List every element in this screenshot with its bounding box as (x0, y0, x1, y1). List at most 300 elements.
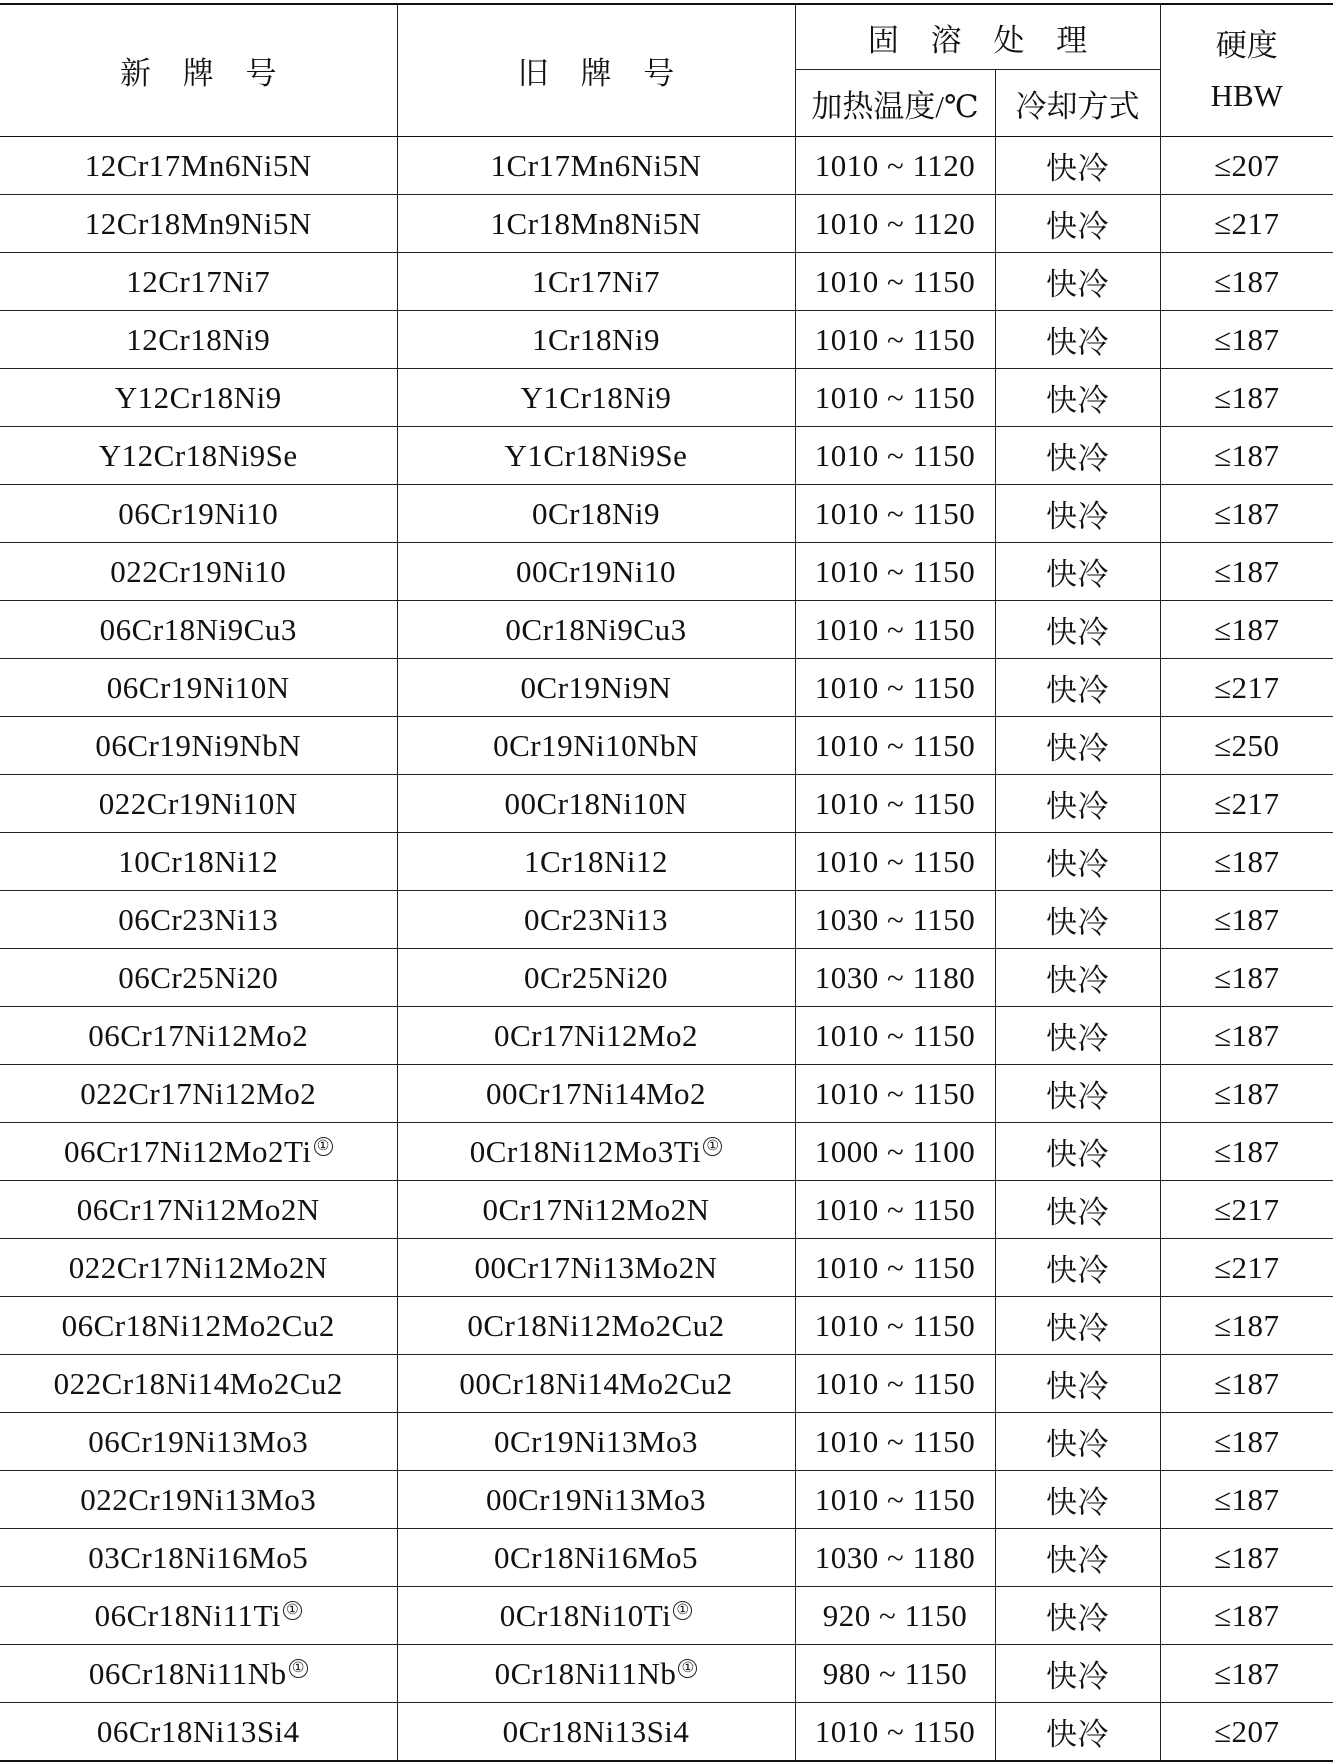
cooling-method-cell (995, 1007, 1160, 1065)
table-row (0, 1645, 1333, 1703)
new-grade-cell-text: Y12Cr18Ni9Se (99, 438, 298, 473)
footnote-marker: ① (289, 1659, 308, 1678)
heating-temp-cell-text: 1010 ~ 1150 (815, 322, 976, 357)
hardness-cell-text: ≤187 (1214, 1366, 1280, 1401)
cooling-method-cell-text: 快冷 (1046, 151, 1109, 186)
hardness-cell (1160, 485, 1333, 543)
heating-temp-cell-text: 1010 ~ 1150 (815, 438, 976, 473)
old-grade-cell (397, 891, 795, 949)
table-row (0, 1413, 1333, 1471)
hardness-cell-text: ≤187 (1214, 612, 1280, 647)
old-grade-cell-text: 0Cr18Ni9Cu3 (505, 612, 686, 647)
old-grade-cell-text: 00Cr18Ni14Mo2Cu2 (459, 1366, 732, 1401)
hardness-cell-text: ≤187 (1214, 322, 1280, 357)
old-grade-cell-text: 00Cr19Ni13Mo3 (486, 1482, 706, 1517)
cooling-method-cell-text: 快冷 (1046, 789, 1109, 824)
hardness-cell (1160, 659, 1333, 717)
cooling-method-cell-text: 快冷 (1046, 1079, 1109, 1114)
new-grade-cell (0, 601, 397, 659)
heating-temp-cell-text: 1030 ~ 1150 (815, 902, 976, 937)
cooling-method-cell-text: 快冷 (1046, 441, 1109, 476)
heating-temp-cell (795, 1239, 995, 1297)
cooling-method-cell-text: 快冷 (1046, 905, 1109, 940)
old-grade-cell (397, 1645, 795, 1703)
cooling-method-cell-text: 快冷 (1046, 383, 1109, 418)
hardness-cell-text: ≤187 (1214, 264, 1280, 299)
cooling-method-cell-text: 快冷 (1046, 847, 1109, 882)
heating-temp-cell-text: 1010 ~ 1150 (815, 264, 976, 299)
new-grade-cell (0, 1181, 397, 1239)
table-row (0, 717, 1333, 775)
heating-temp-cell-text: 1010 ~ 1120 (815, 206, 976, 241)
heating-temp-cell (795, 1123, 995, 1181)
old-grade-cell-text: 00Cr17Ni13Mo2N (475, 1250, 718, 1285)
heating-temp-cell (795, 1471, 995, 1529)
cooling-method-cell (995, 1065, 1160, 1123)
old-grade-cell (397, 543, 795, 601)
heating-temp-cell-text: 1010 ~ 1150 (815, 1424, 976, 1459)
cooling-method-cell (995, 1529, 1160, 1587)
heating-temp-cell (795, 253, 995, 311)
cooling-method-cell (995, 833, 1160, 891)
table-row (0, 1297, 1333, 1355)
new-grade-cell-text: 12Cr17Ni7 (126, 264, 270, 299)
old-grade-cell (397, 1587, 795, 1645)
hardness-cell (1160, 1297, 1333, 1355)
new-grade-cell (0, 1413, 397, 1471)
old-grade-cell (397, 137, 795, 195)
heating-temp-cell-text: 1010 ~ 1150 (815, 728, 976, 763)
hardness-cell (1160, 1645, 1333, 1703)
hardness-cell (1160, 1123, 1333, 1181)
cooling-method-cell (995, 949, 1160, 1007)
old-grade-cell-text: 00Cr17Ni14Mo2 (486, 1076, 706, 1111)
old-grade-cell (397, 1529, 795, 1587)
new-grade-cell (0, 1007, 397, 1065)
header-new-grade: 新 牌 号 (0, 4, 397, 137)
old-grade-cell (397, 1181, 795, 1239)
hardness-cell-text: ≤207 (1214, 1714, 1280, 1749)
new-grade-cell (0, 891, 397, 949)
old-grade-cell (397, 1471, 795, 1529)
hardness-cell (1160, 775, 1333, 833)
heating-temp-cell (795, 427, 995, 485)
old-grade-cell (397, 659, 795, 717)
new-grade-cell-text: 06Cr17Ni12Mo2 (88, 1018, 308, 1053)
table-row (0, 137, 1333, 195)
cooling-method-cell-text: 快冷 (1046, 673, 1109, 708)
old-grade-cell-text: 0Cr18Ni13Si4 (503, 1714, 690, 1749)
old-grade-cell-text: 00Cr19Ni10 (516, 554, 676, 589)
old-grade-cell (397, 1297, 795, 1355)
heating-temp-cell (795, 543, 995, 601)
old-grade-cell (397, 601, 795, 659)
heating-temp-cell (795, 1529, 995, 1587)
table-row (0, 1123, 1333, 1181)
heating-temp-cell (795, 1181, 995, 1239)
header-heating-temp: 加热温度/℃ (795, 70, 995, 137)
heating-temp-cell (795, 717, 995, 775)
new-grade-cell (0, 543, 397, 601)
cooling-method-cell-text: 快冷 (1046, 325, 1109, 360)
heating-temp-cell-text: 1030 ~ 1180 (815, 960, 976, 995)
old-grade-cell-text: 0Cr18Ni12Mo3Ti (470, 1134, 702, 1169)
new-grade-cell (0, 1065, 397, 1123)
new-grade-cell-text: 06Cr18Ni13Si4 (97, 1714, 300, 1749)
new-grade-cell (0, 253, 397, 311)
hardness-label: 硬度 (1161, 21, 1333, 71)
new-grade-cell-text: 12Cr18Ni9 (126, 322, 270, 357)
old-grade-cell (397, 1065, 795, 1123)
cooling-method-cell (995, 717, 1160, 775)
hardness-cell (1160, 253, 1333, 311)
old-grade-cell-text: Y1Cr18Ni9 (521, 380, 672, 415)
hardness-cell (1160, 427, 1333, 485)
new-grade-cell (0, 369, 397, 427)
heating-temp-cell (795, 891, 995, 949)
new-grade-cell-text: 06Cr23Ni13 (118, 902, 278, 937)
cooling-method-cell-text: 快冷 (1046, 209, 1109, 244)
hardness-cell-text: ≤187 (1214, 844, 1280, 879)
heating-temp-cell (795, 949, 995, 1007)
new-grade-cell-text: 12Cr17Mn6Ni5N (85, 148, 312, 183)
hardness-cell (1160, 543, 1333, 601)
table-body (0, 137, 1333, 1762)
cooling-method-cell (995, 195, 1160, 253)
cooling-method-cell-text: 快冷 (1046, 1717, 1109, 1752)
cooling-method-cell-text: 快冷 (1046, 1659, 1109, 1694)
new-grade-cell (0, 1355, 397, 1413)
cooling-method-cell (995, 1123, 1160, 1181)
new-grade-cell-text: 022Cr17Ni12Mo2N (69, 1250, 328, 1285)
cooling-method-cell (995, 427, 1160, 485)
new-grade-cell-text: 022Cr19Ni10N (99, 786, 298, 821)
old-grade-cell (397, 833, 795, 891)
heating-temp-cell-text: 1010 ~ 1150 (815, 670, 976, 705)
new-grade-cell-text: 022Cr18Ni14Mo2Cu2 (54, 1366, 343, 1401)
old-grade-cell (397, 717, 795, 775)
old-grade-cell (397, 1355, 795, 1413)
cooling-method-cell (995, 1181, 1160, 1239)
old-grade-cell (397, 311, 795, 369)
table-row (0, 833, 1333, 891)
old-grade-cell-text: 1Cr18Mn8Ni5N (491, 206, 702, 241)
cooling-method-cell-text: 快冷 (1046, 557, 1109, 592)
old-grade-cell-text: 0Cr18Ni9 (532, 496, 660, 531)
heating-temp-cell-text: 1010 ~ 1150 (815, 1482, 976, 1517)
old-grade-cell-text: 0Cr19Ni10NbN (493, 728, 699, 763)
heating-temp-cell-text: 1000 ~ 1100 (815, 1134, 976, 1169)
hardness-unit: HBW (1161, 71, 1333, 121)
old-grade-cell (397, 253, 795, 311)
heating-temp-cell (795, 1065, 995, 1123)
header-hardness (1160, 4, 1333, 137)
table-row (0, 253, 1333, 311)
hardness-cell (1160, 949, 1333, 1007)
new-grade-cell (0, 1703, 397, 1762)
new-grade-cell-text: 06Cr19Ni13Mo3 (88, 1424, 308, 1459)
hardness-cell-text: ≤187 (1214, 496, 1280, 531)
header-cooling-method: 冷却方式 (995, 70, 1160, 137)
hardness-cell-text: ≤187 (1214, 554, 1280, 589)
footnote-marker: ① (314, 1137, 333, 1156)
table-row (0, 1529, 1333, 1587)
heating-temp-cell-text: 1010 ~ 1150 (815, 786, 976, 821)
hardness-cell-text: ≤217 (1214, 786, 1280, 821)
cooling-method-cell (995, 1587, 1160, 1645)
new-grade-cell (0, 1645, 397, 1703)
old-grade-cell-text: 0Cr23Ni13 (524, 902, 668, 937)
heating-temp-cell-text: 1010 ~ 1150 (815, 1308, 976, 1343)
table-row (0, 1587, 1333, 1645)
new-grade-cell (0, 775, 397, 833)
hardness-cell (1160, 1007, 1333, 1065)
table-row (0, 311, 1333, 369)
heating-temp-cell-text: 920 ~ 1150 (823, 1598, 968, 1633)
hardness-cell (1160, 1529, 1333, 1587)
new-grade-cell-text: 03Cr18Ni16Mo5 (88, 1540, 308, 1575)
cooling-method-cell (995, 1645, 1160, 1703)
heating-temp-cell-text: 1010 ~ 1120 (815, 148, 976, 183)
hardness-cell (1160, 717, 1333, 775)
hardness-cell (1160, 137, 1333, 195)
old-grade-cell (397, 1413, 795, 1471)
hardness-cell (1160, 369, 1333, 427)
cooling-method-cell (995, 1297, 1160, 1355)
hardness-cell (1160, 1355, 1333, 1413)
new-grade-cell (0, 659, 397, 717)
hardness-cell (1160, 833, 1333, 891)
table-row (0, 891, 1333, 949)
heating-temp-cell-text: 1010 ~ 1150 (815, 1018, 976, 1053)
old-grade-cell-text: 0Cr17Ni12Mo2N (483, 1192, 710, 1227)
cooling-method-cell-text: 快冷 (1046, 615, 1109, 650)
cooling-method-cell-text: 快冷 (1046, 1543, 1109, 1578)
hardness-cell-text: ≤187 (1214, 1308, 1280, 1343)
hardness-cell-text: ≤187 (1214, 1424, 1280, 1459)
table-row (0, 949, 1333, 1007)
hardness-cell-text: ≤187 (1214, 380, 1280, 415)
old-grade-cell (397, 1239, 795, 1297)
old-grade-cell-text: Y1Cr18Ni9Se (505, 438, 688, 473)
hardness-cell-text: ≤187 (1214, 902, 1280, 937)
heating-temp-cell-text: 1010 ~ 1150 (815, 380, 976, 415)
header-solution-treatment: 固 溶 处 理 (795, 4, 1160, 70)
heating-temp-cell-text: 1030 ~ 1180 (815, 1540, 976, 1575)
new-grade-cell (0, 717, 397, 775)
cooling-method-cell-text: 快冷 (1046, 1195, 1109, 1230)
hardness-cell (1160, 1703, 1333, 1762)
hardness-cell-text: ≤187 (1214, 1482, 1280, 1517)
table-row (0, 1471, 1333, 1529)
table-row (0, 1703, 1333, 1762)
hardness-cell-text: ≤187 (1214, 1656, 1280, 1691)
new-grade-cell-text: 06Cr25Ni20 (118, 960, 278, 995)
old-grade-cell (397, 369, 795, 427)
cooling-method-cell (995, 485, 1160, 543)
new-grade-cell-text: 10Cr18Ni12 (118, 844, 278, 879)
heating-temp-cell (795, 1355, 995, 1413)
new-grade-cell (0, 137, 397, 195)
hardness-cell-text: ≤207 (1214, 148, 1280, 183)
table-row (0, 1239, 1333, 1297)
table-row (0, 485, 1333, 543)
hardness-cell-text: ≤187 (1214, 1598, 1280, 1633)
cooling-method-cell (995, 775, 1160, 833)
heating-temp-cell (795, 1703, 995, 1762)
cooling-method-cell (995, 1703, 1160, 1762)
old-grade-cell-text: 0Cr25Ni20 (524, 960, 668, 995)
new-grade-cell (0, 311, 397, 369)
hardness-cell (1160, 1587, 1333, 1645)
heating-temp-cell-text: 1010 ~ 1150 (815, 612, 976, 647)
hardness-cell-text: ≤187 (1214, 960, 1280, 995)
hardness-cell (1160, 195, 1333, 253)
old-grade-cell-text: 0Cr18Ni11Nb (495, 1656, 677, 1691)
old-grade-cell (397, 949, 795, 1007)
heating-temp-cell-text: 1010 ~ 1150 (815, 844, 976, 879)
hardness-cell (1160, 1413, 1333, 1471)
old-grade-cell-text: 0Cr18Ni12Mo2Cu2 (467, 1308, 724, 1343)
new-grade-cell-text: 06Cr19Ni10 (118, 496, 278, 531)
hardness-cell-text: ≤187 (1214, 1134, 1280, 1169)
cooling-method-cell-text: 快冷 (1046, 1427, 1109, 1462)
heating-temp-cell (795, 485, 995, 543)
hardness-cell (1160, 1471, 1333, 1529)
heating-temp-cell (795, 369, 995, 427)
cooling-method-cell (995, 543, 1160, 601)
cooling-method-cell-text: 快冷 (1046, 267, 1109, 302)
heating-temp-cell (795, 1587, 995, 1645)
old-grade-cell-text: 00Cr18Ni10N (505, 786, 688, 821)
heating-temp-cell (795, 137, 995, 195)
old-grade-cell-text: 0Cr19Ni13Mo3 (494, 1424, 698, 1459)
new-grade-cell (0, 1123, 397, 1181)
cooling-method-cell (995, 369, 1160, 427)
heating-temp-cell-text: 1010 ~ 1150 (815, 1250, 976, 1285)
header-row-1 (0, 4, 1333, 70)
new-grade-cell-text: 06Cr17Ni12Mo2Ti (64, 1134, 312, 1169)
new-grade-cell-text: Y12Cr18Ni9 (115, 380, 282, 415)
header-old-grade: 旧 牌 号 (397, 4, 795, 137)
cooling-method-cell (995, 137, 1160, 195)
heating-temp-cell (795, 195, 995, 253)
hardness-cell-text: ≤187 (1214, 1076, 1280, 1111)
heating-temp-cell (795, 833, 995, 891)
table-row (0, 1065, 1333, 1123)
steel-grade-table (0, 3, 1333, 1762)
new-grade-cell-text: 022Cr19Ni10 (110, 554, 286, 589)
footnote-marker: ① (283, 1601, 302, 1620)
table-row (0, 659, 1333, 717)
old-grade-cell (397, 485, 795, 543)
new-grade-cell-text: 022Cr19Ni13Mo3 (80, 1482, 316, 1517)
heating-temp-cell-text: 1010 ~ 1150 (815, 1076, 976, 1111)
new-grade-cell (0, 1587, 397, 1645)
heating-temp-cell (795, 659, 995, 717)
old-grade-cell-text: 0Cr18Ni10Ti (500, 1598, 671, 1633)
heating-temp-cell (795, 1413, 995, 1471)
heating-temp-cell-text: 1010 ~ 1150 (815, 554, 976, 589)
cooling-method-cell-text: 快冷 (1046, 1485, 1109, 1520)
footnote-marker: ① (703, 1137, 722, 1156)
old-grade-cell-text: 1Cr18Ni9 (532, 322, 660, 357)
table-row (0, 1181, 1333, 1239)
table-row (0, 427, 1333, 485)
old-grade-cell (397, 427, 795, 485)
cooling-method-cell-text: 快冷 (1046, 731, 1109, 766)
new-grade-cell (0, 427, 397, 485)
new-grade-cell (0, 1471, 397, 1529)
old-grade-cell (397, 1123, 795, 1181)
cooling-method-cell (995, 601, 1160, 659)
hardness-cell (1160, 1181, 1333, 1239)
new-grade-cell-text: 06Cr18Ni9Cu3 (100, 612, 297, 647)
table-row (0, 601, 1333, 659)
heating-temp-cell (795, 1645, 995, 1703)
cooling-method-cell-text: 快冷 (1046, 963, 1109, 998)
cooling-method-cell-text: 快冷 (1046, 1253, 1109, 1288)
new-grade-cell (0, 1529, 397, 1587)
new-grade-cell-text: 06Cr18Ni11Nb (89, 1656, 287, 1691)
heating-temp-cell (795, 1007, 995, 1065)
cooling-method-cell-text: 快冷 (1046, 1311, 1109, 1346)
table-row (0, 1355, 1333, 1413)
hardness-cell (1160, 891, 1333, 949)
table-row (0, 369, 1333, 427)
hardness-cell-text: ≤217 (1214, 1250, 1280, 1285)
new-grade-cell (0, 949, 397, 1007)
old-grade-cell (397, 1007, 795, 1065)
hardness-cell-text: ≤217 (1214, 1192, 1280, 1227)
new-grade-cell (0, 1297, 397, 1355)
new-grade-cell (0, 195, 397, 253)
cooling-method-cell-text: 快冷 (1046, 1137, 1109, 1172)
cooling-method-cell (995, 1355, 1160, 1413)
new-grade-cell-text: 06Cr18Ni12Mo2Cu2 (62, 1308, 335, 1343)
new-grade-cell-text: 06Cr17Ni12Mo2N (77, 1192, 320, 1227)
heating-temp-cell-text: 1010 ~ 1150 (815, 1366, 976, 1401)
new-grade-cell-text: 022Cr17Ni12Mo2 (80, 1076, 316, 1111)
table-row (0, 543, 1333, 601)
hardness-cell-text: ≤217 (1214, 670, 1280, 705)
old-grade-cell (397, 195, 795, 253)
old-grade-cell (397, 775, 795, 833)
cooling-method-cell (995, 1413, 1160, 1471)
hardness-cell-text: ≤187 (1214, 1018, 1280, 1053)
hardness-cell (1160, 311, 1333, 369)
cooling-method-cell-text: 快冷 (1046, 1601, 1109, 1636)
table-header (0, 4, 1333, 137)
old-grade-cell-text: 1Cr18Ni12 (524, 844, 668, 879)
old-grade-cell-text: 0Cr19Ni9N (521, 670, 672, 705)
footnote-marker: ① (678, 1659, 697, 1678)
heating-temp-cell-text: 1010 ~ 1150 (815, 496, 976, 531)
table-row (0, 775, 1333, 833)
new-grade-cell-text: 06Cr19Ni10N (107, 670, 290, 705)
old-grade-cell-text: 1Cr17Mn6Ni5N (491, 148, 702, 183)
footnote-marker: ① (673, 1601, 692, 1620)
heating-temp-cell-text: 1010 ~ 1150 (815, 1714, 976, 1749)
heating-temp-cell-text: 1010 ~ 1150 (815, 1192, 976, 1227)
cooling-method-cell (995, 1471, 1160, 1529)
heating-temp-cell (795, 1297, 995, 1355)
hardness-cell-text: ≤187 (1214, 438, 1280, 473)
old-grade-cell-text: 0Cr18Ni16Mo5 (494, 1540, 698, 1575)
cooling-method-cell (995, 311, 1160, 369)
table-row (0, 1007, 1333, 1065)
hardness-cell-text: ≤187 (1214, 1540, 1280, 1575)
